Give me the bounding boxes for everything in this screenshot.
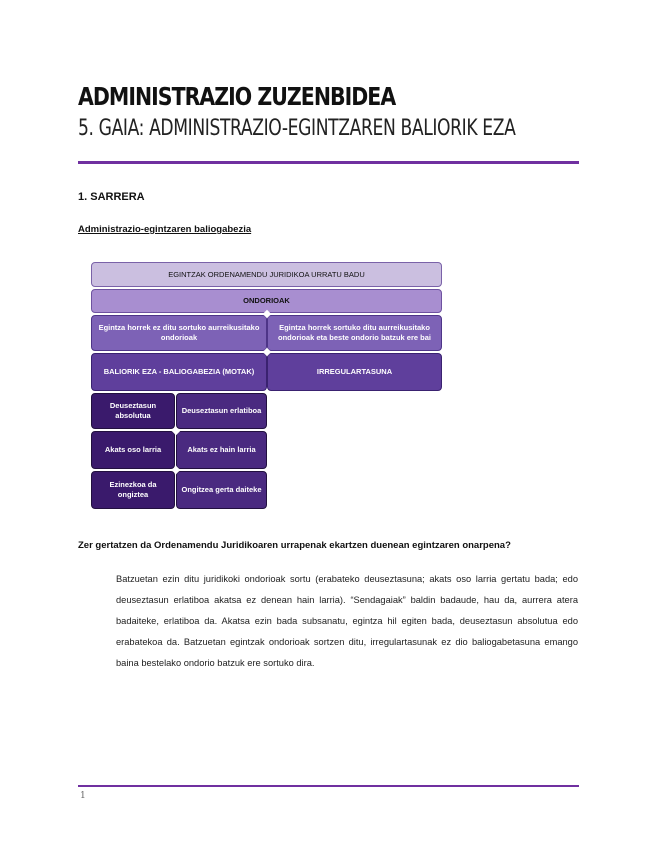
- header-divider: [78, 161, 579, 164]
- diagram-deuseztasun-absolutua-box: Deuseztasun absolutua: [91, 393, 175, 429]
- question-text: Zer gertatzen da Ordenamendu Juridikoaren urrapenak ekartzen duenean egintzaren onarpena?: [78, 540, 511, 551]
- diagram-deuseztasun-erlatiboa-box: Deuseztasun erlatiboa: [176, 393, 267, 429]
- footer-divider: [78, 785, 579, 787]
- diagram-akats-ez-hain-larria-box: Akats ez hain larria: [176, 431, 267, 469]
- diagram-ezinezkoa-box: Ezinezkoa da ongiztea: [91, 471, 175, 509]
- section-heading: 1. SARRERA: [78, 191, 145, 203]
- diagram-akats-oso-larria-box: Akats oso larria: [91, 431, 175, 469]
- diagram-right-effects-box: Egintza horrek sortuko ditu aurreikusitako ondorioak eta beste ondorio batzuk ere bai: [267, 315, 442, 351]
- body-paragraph: Batzuetan ezin ditu juridikoki ondorioak sortu (erabateko deuseztasuna; akats oso larria gertatu bada; edo deuseztasun erlatiboa akatsa ez denean hain larria). “Sendagaiak” baldin badaude, hau da, aurrera atera badaiteke, erlatiboa da. Akatsa ezin bada subsanatu, egintza hil egiten bada, deuseztasun absolutua edo erabatekoa da. Batzuetan egintzak ondorioak sortzen ditu, irregulartasunak ez dio baliogabetasuna emango baina bestelako ondorio batzuk ere sortuko dira.: [116, 574, 578, 668]
- diagram-left-effects-box: Egintza horrek ez ditu sortuko aurreikusitako ondorioak: [91, 315, 267, 351]
- diagram-ondorioak-box: ONDORIOAK: [91, 289, 442, 313]
- diagram-top-box: EGINTZAK ORDENAMENDU JURIDIKOA URRATU BADU: [91, 262, 442, 287]
- diagram-baliorik-eza-box: BALIORIK EZA - BALIOGABEZIA (MOTAK): [91, 353, 267, 391]
- diagram-ongitzea-box: Ongitzea gerta daiteke: [176, 471, 267, 509]
- document-title: ADMINISTRAZIO ZUZENBIDEA: [78, 82, 396, 111]
- document-subtitle: 5. GAIA: ADMINISTRAZIO-EGINTZAREN BALIORIK EZA: [78, 116, 516, 141]
- section-subheading: Administrazio-egintzaren baliogabezia: [78, 224, 252, 235]
- diagram-irregulartasuna-box: IRREGULARTASUNA: [267, 353, 442, 391]
- page-number: 1: [80, 791, 86, 801]
